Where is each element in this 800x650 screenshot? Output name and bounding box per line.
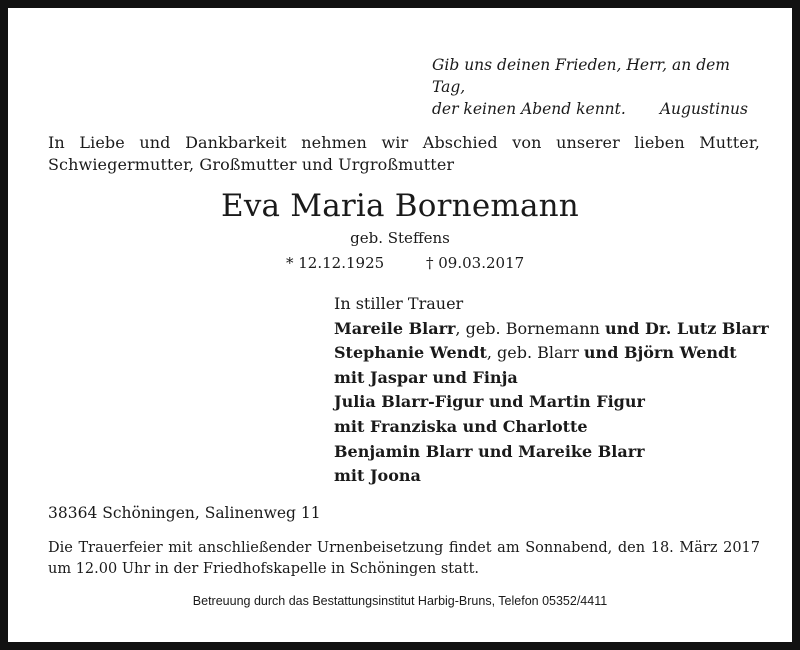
mourner-note: , geb. Blarr [486,343,584,363]
mourner-name: mit Joona [334,466,421,486]
mourner-rows [334,317,769,489]
birth-name: geb. Steffens [350,229,450,247]
quote-author: Augustinus [659,100,748,118]
mourner-name: mit Jaspar und Finja [334,367,518,387]
mourner-name: und Björn Wendt [583,343,737,363]
undertaker-info: Betreuung durch das Bestattungsinstitut Harbig-Bruns, Telefon 05352/4411 [192,594,608,608]
mourner-name: mit Franziska und Charlotte [334,416,588,436]
mourner-row [334,390,764,415]
mourner-row [334,415,764,440]
mourner-row [334,317,769,342]
mourners-heading: In stiller Trauer [334,294,464,313]
mourner-name: Benjamin Blarr und Mareike Blarr [334,441,645,461]
death-date: † 09.03.2017 [426,254,525,272]
mourners-list [334,292,769,489]
intro-text [48,132,760,176]
mourner-name: und Dr. Lutz Blarr [604,318,769,338]
service-line: um 12.00 Uhr in der Friedhofskapelle in Schöningen statt. [48,561,480,577]
mourner-name: Mareile Blarr [334,318,456,338]
service-line: Die Trauerfeier mit anschließender Urnenbeisetzung findet am Sonnabend, den 18. März 2017 [48,540,760,556]
birth-date: * 12.12.1925 [286,254,385,272]
mourner-row [334,464,764,489]
family-address: 38364 Schöningen, Salinenweg 11 [48,504,321,522]
mourner-row [334,341,764,366]
funeral-service-info [48,538,760,580]
mourner-name: Julia Blarr-Figur und Martin Figur [334,392,645,412]
quote-line: Gib uns deinen Frieden, Herr, an dem Tag, [432,56,730,96]
mourner-row [334,440,764,465]
intro-line: Schwiegermutter, Großmutter und Urgroßmutter [48,155,455,174]
mourner-row [334,366,764,391]
deceased-name: Eva Maria Bornemann [221,188,579,224]
quote-line: der keinen Abend kennt. [432,100,626,118]
mourner-note: , geb. Bornemann [455,318,605,338]
mourner-name: Stephanie Wendt [334,343,487,363]
notice-content [8,8,792,642]
intro-line: In Liebe und Dankbarkeit nehmen wir Abschied von unserer lieben Mutter, [48,133,760,152]
epigraph-quote [432,54,752,120]
